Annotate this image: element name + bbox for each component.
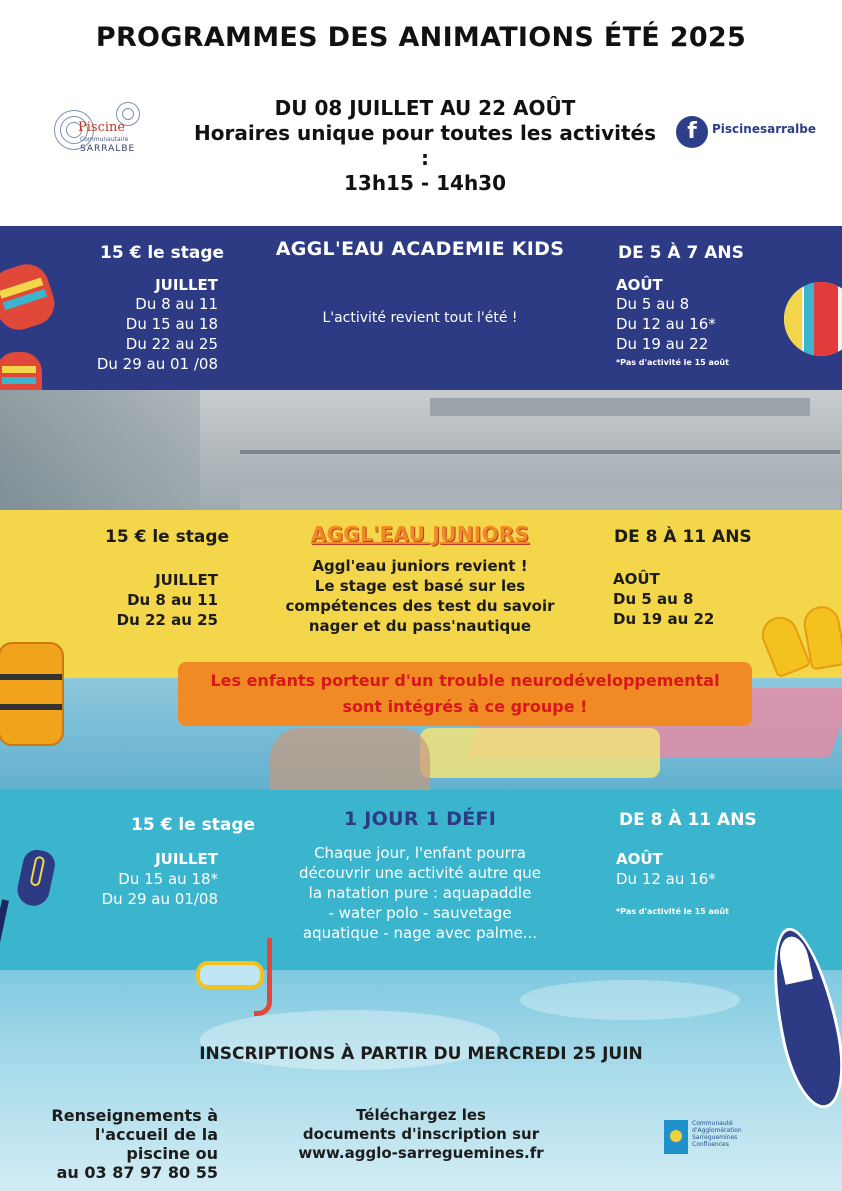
defi-title: 1 JOUR 1 DÉFI xyxy=(343,808,497,830)
pool-logo xyxy=(44,96,148,162)
inscriptions-date: INSCRIPTIONS À PARTIR DU MERCREDI 25 JUIN xyxy=(199,1044,643,1064)
juniors-description-line: compétences des test du savoir xyxy=(285,597,555,615)
juniors-july-list xyxy=(100,590,218,630)
website-link[interactable]: www.agglo-sarreguemines.fr xyxy=(298,1144,544,1162)
agglo-logo xyxy=(664,1120,754,1156)
facebook-page-link[interactable]: Piscinesarralbe xyxy=(712,122,816,136)
defi-august-range: Du 12 au 16* xyxy=(616,870,716,888)
kids-july-range: Du 8 au 11 xyxy=(135,295,218,313)
dates-line: DU 08 JUILLET AU 22 AOÛT xyxy=(274,96,576,120)
contact-info-line: l'accueil de la xyxy=(94,1125,218,1144)
pool-logo-sub: Communautaire xyxy=(80,136,129,143)
pool-logo-name: Piscine xyxy=(78,120,126,135)
defi-august-list xyxy=(616,869,716,889)
defi-price: 15 € le stage xyxy=(131,815,256,835)
juniors-august-list xyxy=(613,589,714,629)
kids-age: DE 5 À 7 ANS xyxy=(618,243,744,263)
juniors-description xyxy=(270,556,570,636)
download-info-line: Téléchargez les xyxy=(356,1106,486,1124)
juniors-august-range: Du 5 au 8 xyxy=(613,590,694,608)
kids-title: AGGL'EAU ACADEMIE KIDS xyxy=(275,238,565,260)
defi-august-label: AOÛT xyxy=(616,850,663,868)
defi-description xyxy=(270,843,570,943)
defi-footnote: *Pas d'activité le 15 août xyxy=(616,907,729,916)
kids-price: 15 € le stage xyxy=(100,243,225,263)
juniors-july-label: JUILLET xyxy=(155,571,218,589)
defi-july-label: JUILLET xyxy=(155,850,218,868)
juniors-price: 15 € le stage xyxy=(105,527,230,547)
contact-info xyxy=(20,1106,218,1182)
contact-info-line: Renseignements à xyxy=(51,1106,218,1125)
beach-ball-icon xyxy=(784,282,842,356)
inclusion-notice xyxy=(178,662,752,726)
kids-july-range: Du 15 au 18 xyxy=(125,315,218,333)
juniors-august-label: AOÛT xyxy=(613,570,660,588)
pool-photo xyxy=(0,390,842,510)
contact-info-line: piscine ou xyxy=(126,1144,218,1163)
juniors-description-line: Le stage est basé sur les xyxy=(314,577,526,595)
defi-description-line: aquatique - nage avec palme... xyxy=(302,924,538,942)
defi-july-list xyxy=(80,869,218,909)
juniors-title: AGGL'EAU JUNIORS xyxy=(310,522,530,546)
facebook-icon[interactable]: f xyxy=(676,116,708,148)
kids-july-range: Du 29 au 01 /08 xyxy=(96,355,218,373)
juniors-july-range: Du 8 au 11 xyxy=(127,591,218,609)
defi-july-range: Du 29 au 01/08 xyxy=(101,890,218,908)
kids-august-list xyxy=(616,294,716,354)
juniors-description-line: nager et du pass'nautique xyxy=(308,617,532,635)
kids-footnote: *Pas d'activité le 15 août xyxy=(616,358,729,367)
juniors-august-range: Du 19 au 22 xyxy=(613,610,715,628)
defi-age: DE 8 À 11 ANS xyxy=(619,810,757,830)
defi-july-range: Du 15 au 18* xyxy=(118,870,218,888)
kids-august-range: Du 5 au 8 xyxy=(616,295,690,313)
inclusion-notice-line: Les enfants porteur d'un trouble neurodéveloppemental xyxy=(210,671,720,690)
page-title: PROGRAMMES DES ANIMATIONS ÉTÉ 2025 xyxy=(95,22,747,53)
snorkel-tube xyxy=(254,938,272,1016)
juniors-july-range: Du 22 au 25 xyxy=(116,611,218,629)
dates-block xyxy=(190,96,660,196)
juniors-age: DE 8 À 11 ANS xyxy=(614,527,752,547)
hours-line: Horaires unique pour toutes les activités : xyxy=(193,121,657,170)
kids-july-range: Du 22 au 25 xyxy=(125,335,218,353)
kids-july-label: JUILLET xyxy=(155,276,218,294)
kids-august-label: AOÛT xyxy=(616,276,663,294)
kids-august-range: Du 19 au 22 xyxy=(616,335,709,353)
kids-july-list xyxy=(60,294,218,374)
download-info xyxy=(280,1106,562,1163)
juniors-description-line: Aggl'eau juniors revient ! xyxy=(312,557,528,575)
inclusion-notice-line: sont intégrés à ce groupe ! xyxy=(342,697,588,716)
agglo-logo-line: Communauté xyxy=(692,1120,733,1127)
pool-logo-city: SARRALBE xyxy=(80,144,136,154)
defi-description-line: - water polo - sauvetage xyxy=(328,904,512,922)
defi-description-line: la natation pure : aquapaddle xyxy=(308,884,532,902)
agglo-logo-text xyxy=(692,1120,756,1148)
agglo-logo-line: Sarreguemines xyxy=(692,1134,738,1141)
time-line: 13h15 - 14h30 xyxy=(343,171,507,195)
agglo-logo-line: d'Agglomération xyxy=(692,1127,742,1134)
defi-description-line: découvrir une activité autre que xyxy=(299,864,541,882)
defi-description-line: Chaque jour, l'enfant pourra xyxy=(314,844,526,862)
agglo-logo-line: Confluences xyxy=(692,1141,729,1148)
kids-description: L'activité revient tout l'été ! xyxy=(322,310,518,326)
life-vest-icon xyxy=(0,642,64,746)
kids-august-range: Du 12 au 16* xyxy=(616,315,716,333)
agglo-logo-dot xyxy=(670,1130,682,1142)
download-info-line: documents d'inscription sur xyxy=(302,1125,540,1143)
contact-phone[interactable]: au 03 87 97 80 55 xyxy=(56,1163,218,1182)
